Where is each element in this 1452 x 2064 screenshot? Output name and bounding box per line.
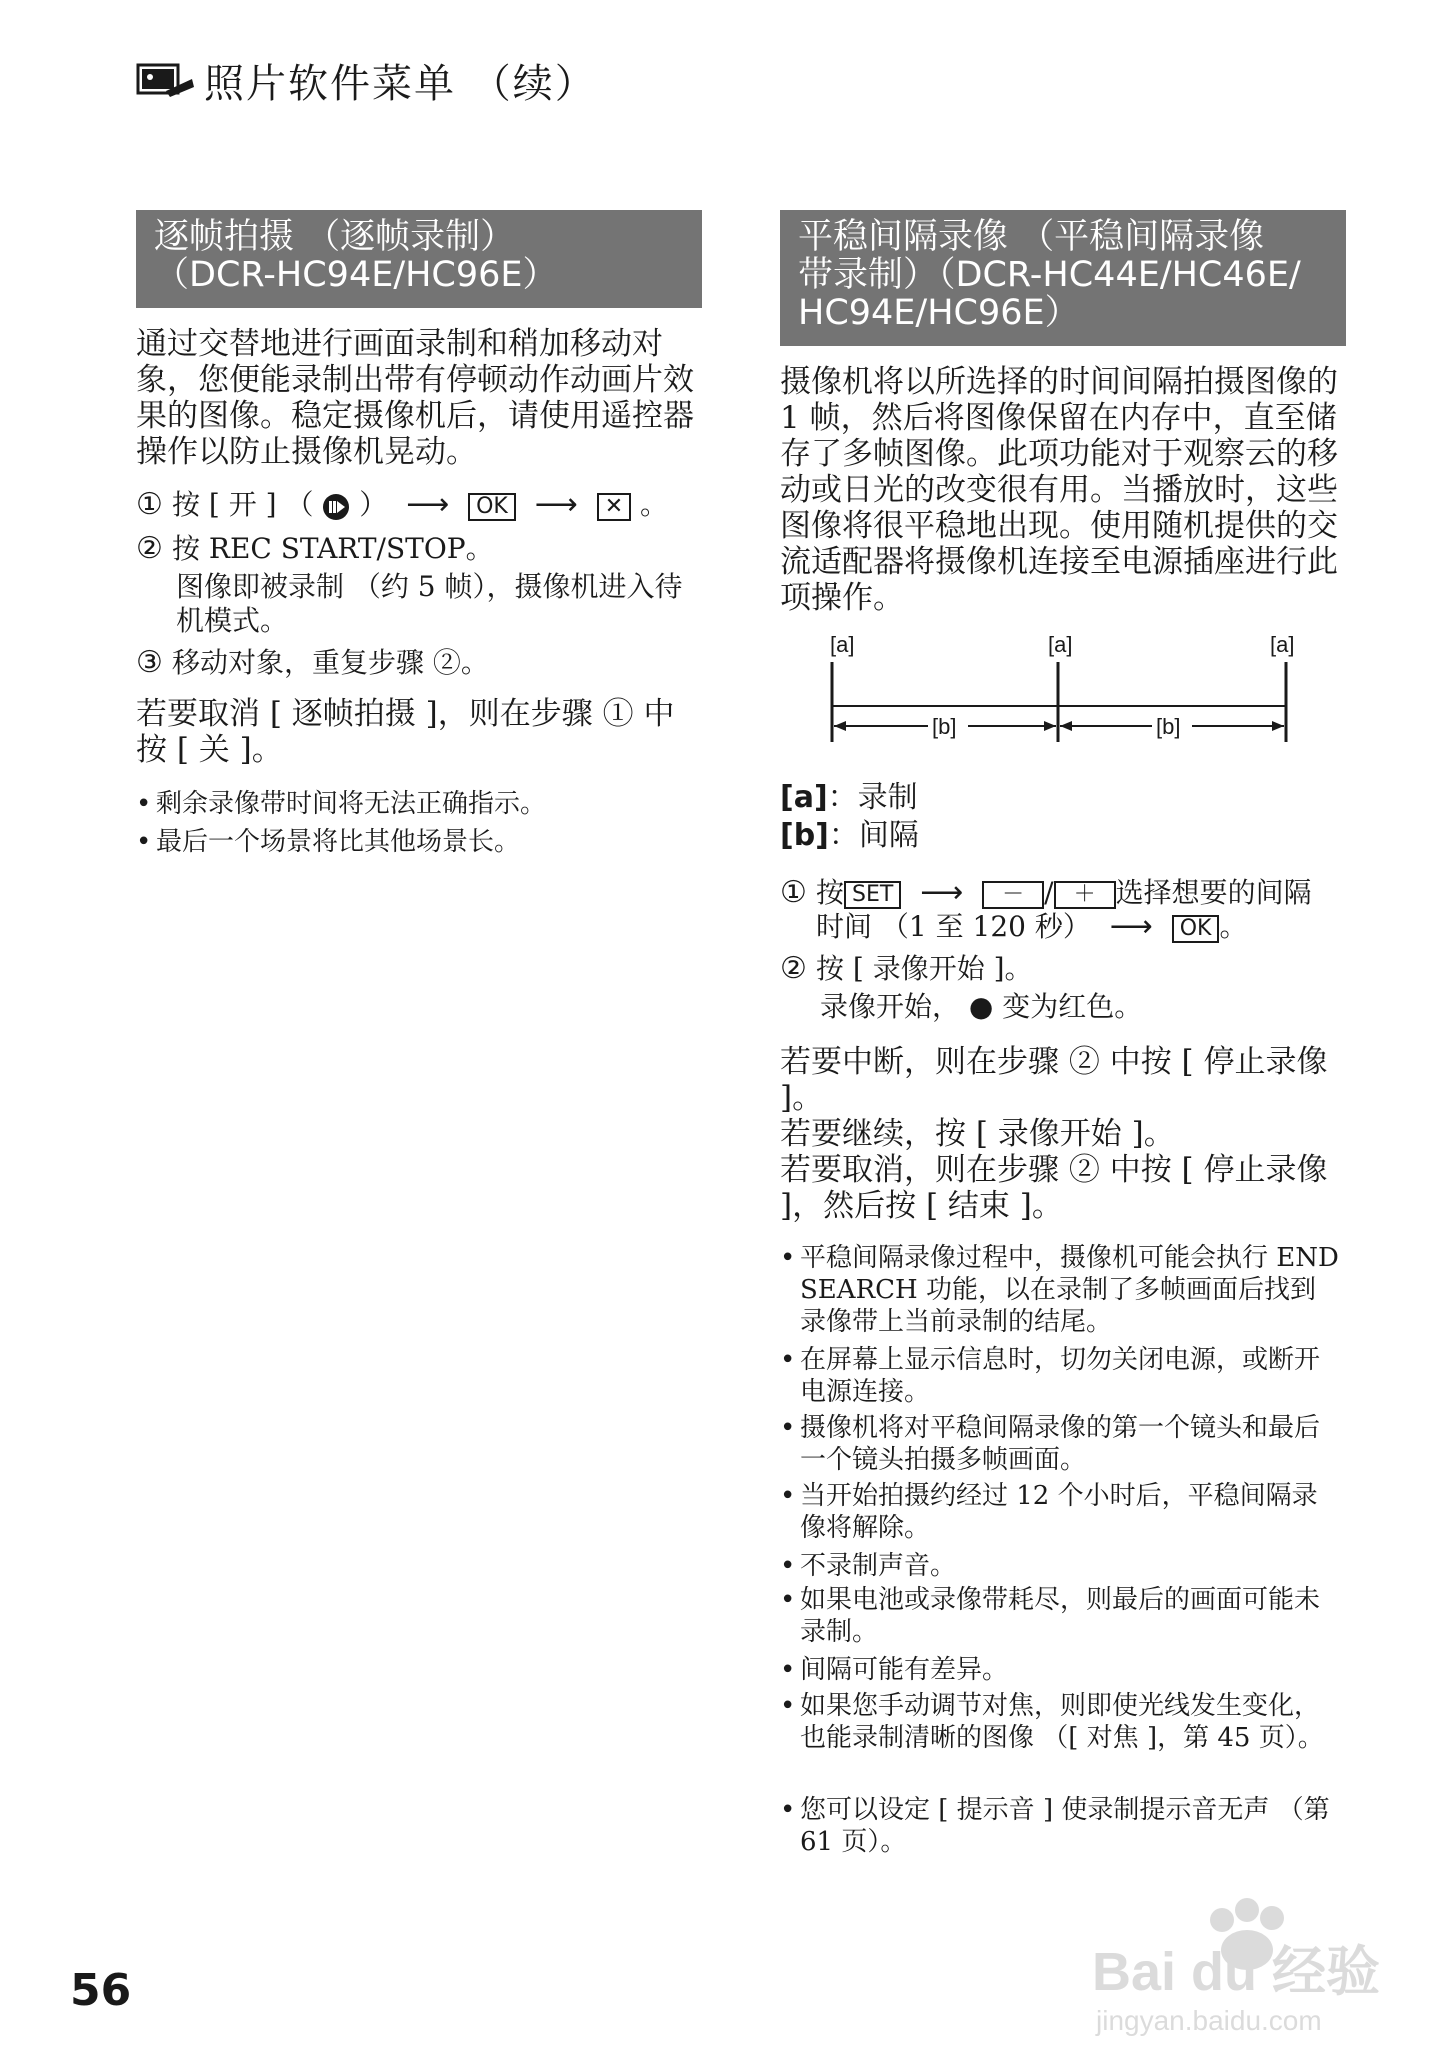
- right-section-title-line: HC94E/HC96E）: [798, 293, 1080, 333]
- bullet-text: 不录制声音。: [800, 1551, 957, 1581]
- close-button[interactable]: ✕: [597, 493, 631, 521]
- right-section-title-line: 带录制）（DCR-HC44E/HC46E/: [798, 255, 1301, 295]
- arrow-head: [1060, 721, 1072, 731]
- left-cancel-text: 若要取消 [ 逐帧拍摄 ]，则在步骤 ① 中按 [ 关 ]。: [136, 696, 675, 768]
- page-header: [136, 52, 597, 108]
- label-a: [a]: [1270, 632, 1295, 657]
- label-a: [a]: [1048, 632, 1073, 657]
- legend-item: [780, 780, 918, 816]
- list-item: • 如果您手动调节对焦，则即使光线发生变化，也能录制清晰的图像 （[ 对焦 ]，第 45 页）。: [780, 1690, 1340, 1754]
- legend-key: [b]: [780, 818, 829, 853]
- label-b: [b]: [932, 714, 957, 739]
- bullet-text: 如果您手动调节对焦，则即使光线发生变化，也能录制清晰的图像 （[ 对焦 ]，第 45 页）。: [800, 1691, 1324, 1753]
- watermark-url: jingyan.baidu.com: [1096, 2005, 1322, 2036]
- left-step-3: [136, 646, 696, 680]
- arrow-right-icon: ⟶: [534, 487, 578, 522]
- page-header-title: 照片软件菜单 （续）: [204, 60, 597, 107]
- right-instruction: 若要继续，按 [ 录像开始 ]。: [780, 1116, 1175, 1152]
- baidu-watermark-logo: [1082, 1880, 1422, 2040]
- step-text: 选择想要的间隔: [1115, 876, 1312, 909]
- right-intro: 摄像机将以所选择的时间间隔拍摄图像的 1 帧，然后将图像保留在内存中，直至储存了多帧图像。此项功能对于观察云的移动或日光的改变很有用。当播放时，这些图像将很平稳地出现。使用随机提供的交流适配器将摄像机连接至电源插座进行此项操作。: [780, 364, 1338, 616]
- arrow-head: [1272, 721, 1284, 731]
- watermark-brand: Bai du 经验: [1092, 1942, 1381, 2002]
- step-end: 。: [640, 488, 669, 521]
- step-text: 移动对象，重复步骤 ②。: [172, 646, 489, 679]
- step-text: 按 [ 开 ] （: [172, 488, 314, 521]
- ok-button[interactable]: OK: [1172, 915, 1220, 943]
- right-instruction: 若要取消，则在步骤 ② 中按 [ 停止录像 ]，然后按 [ 结束 ]。: [780, 1152, 1328, 1224]
- minus-button[interactable]: －: [982, 881, 1044, 909]
- bullet-text: 摄像机将对平稳间隔录像的第一个镜头和最后一个镜头拍摄多帧画面。: [800, 1413, 1321, 1475]
- right-step-2-detail: 录像开始， ● 变为红色。: [820, 990, 1143, 1023]
- bullet-text: 平稳间隔录像过程中，摄像机可能会执行 END SEARCH 功能，以在录制了多帧画面后找到录像带上当前录制的结尾。: [800, 1243, 1339, 1337]
- left-step-2: [136, 532, 696, 566]
- legend-text: ：录制: [827, 780, 918, 815]
- step-text: 按 REC START/STOP。: [172, 532, 494, 565]
- left-section-title-line: （DCR-HC94E/HC96E）: [154, 255, 558, 295]
- bullet-text: 您可以设定 [ 提示音 ] 使录制提示音无声 （第 61 页）。: [800, 1795, 1330, 1857]
- list-item: • 不录制声音。: [780, 1550, 1340, 1582]
- list-item: • 摄像机将对平稳间隔录像的第一个镜头和最后一个镜头拍摄多帧画面。: [780, 1412, 1340, 1476]
- list-item: • 您可以设定 [ 提示音 ] 使录制提示音无声 （第 61 页）。: [780, 1794, 1340, 1858]
- left-intro: 通过交替地进行画面录制和稍加移动对象，您便能录制出带有停顿动作动画片效果的图像。稳定摄像机后，请使用遥控器操作以防止摄像机晃动。: [136, 326, 694, 470]
- right-step-2: [780, 952, 1340, 986]
- list-item: • 在屏幕上显示信息时，切勿关闭电源，或断开电源连接。: [780, 1344, 1340, 1408]
- right-step-1: [780, 876, 1340, 944]
- arrow-right-icon: ⟶: [1109, 909, 1153, 944]
- step-text: 时间 （1 至 120 秒）: [816, 910, 1091, 943]
- bullet-text: 间隔可能有差异。: [800, 1655, 1009, 1685]
- list-item: • 最后一个场景将比其他场景长。: [136, 826, 696, 858]
- list-item: • 当开始拍摄约经过 12 个小时后，平稳间隔录像将解除。: [780, 1480, 1340, 1544]
- list-item: • 如果电池或录像带耗尽，则最后的画面可能未录制。: [780, 1584, 1340, 1648]
- step-number: ②: [780, 951, 807, 986]
- bullet-text: 当开始拍摄约经过 12 个小时后，平稳间隔录像将解除。: [800, 1481, 1318, 1543]
- arrow-right-icon: ⟶: [406, 487, 450, 522]
- list-item: • 剩余录像带时间将无法正确指示。: [136, 788, 696, 820]
- frame-by-frame-icon: [322, 493, 350, 521]
- arrow-head: [834, 721, 846, 731]
- step-text: 按 [ 录像开始 ]。: [816, 952, 1033, 985]
- list-item: • 平稳间隔录像过程中，摄像机可能会执行 END SEARCH 功能，以在录制了多帧画面后找到录像带上当前录制的结尾。: [780, 1243, 1339, 1337]
- arrow-right-icon: ⟶: [920, 875, 964, 910]
- right-instruction: 若要中断，则在步骤 ② 中按 [ 停止录像 ]。: [780, 1044, 1328, 1116]
- step-text: 按: [816, 876, 845, 909]
- plus-button[interactable]: ＋: [1054, 881, 1116, 909]
- interval-diagram: [820, 630, 1300, 750]
- label-a: [a]: [830, 632, 855, 657]
- photo-menu-icon: [136, 61, 196, 99]
- bullet-text: 如果电池或录像带耗尽，则最后的画面可能未录制。: [800, 1585, 1321, 1647]
- step-number: ②: [136, 531, 163, 566]
- step-number: ③: [136, 645, 163, 680]
- step-number: ①: [136, 487, 163, 522]
- step-text: ）: [359, 488, 388, 521]
- label-b: [b]: [1156, 714, 1181, 739]
- left-section-title-line: 逐帧拍摄 （逐帧录制）: [154, 217, 516, 257]
- right-section-title-line: 平稳间隔录像 （平稳间隔录像: [798, 217, 1265, 257]
- page-number: 56: [70, 1965, 132, 2016]
- right-section-title: [780, 210, 1346, 346]
- left-section-title: [136, 210, 702, 308]
- slash: /: [1044, 876, 1054, 909]
- legend-key: [a]: [780, 780, 828, 815]
- left-step-1: [136, 488, 696, 522]
- step-number: ①: [780, 875, 807, 910]
- legend-text: ：间隔: [828, 818, 919, 853]
- bullet-text: 剩余录像带时间将无法正确指示。: [156, 789, 547, 819]
- left-step-2-detail: 图像即被录制 （约 5 帧），摄像机进入待机模式。: [176, 570, 683, 637]
- arrow-head: [1044, 721, 1056, 731]
- bullet-text: 最后一个场景将比其他场景长。: [156, 827, 521, 857]
- list-item: • 间隔可能有差异。: [780, 1654, 1340, 1686]
- bullet-text: 在屏幕上显示信息时，切勿关闭电源，或断开电源连接。: [800, 1345, 1321, 1407]
- ok-button[interactable]: OK: [468, 493, 516, 521]
- step-end: 。: [1219, 910, 1248, 943]
- set-button[interactable]: SET: [844, 881, 901, 909]
- legend-item: [780, 818, 919, 854]
